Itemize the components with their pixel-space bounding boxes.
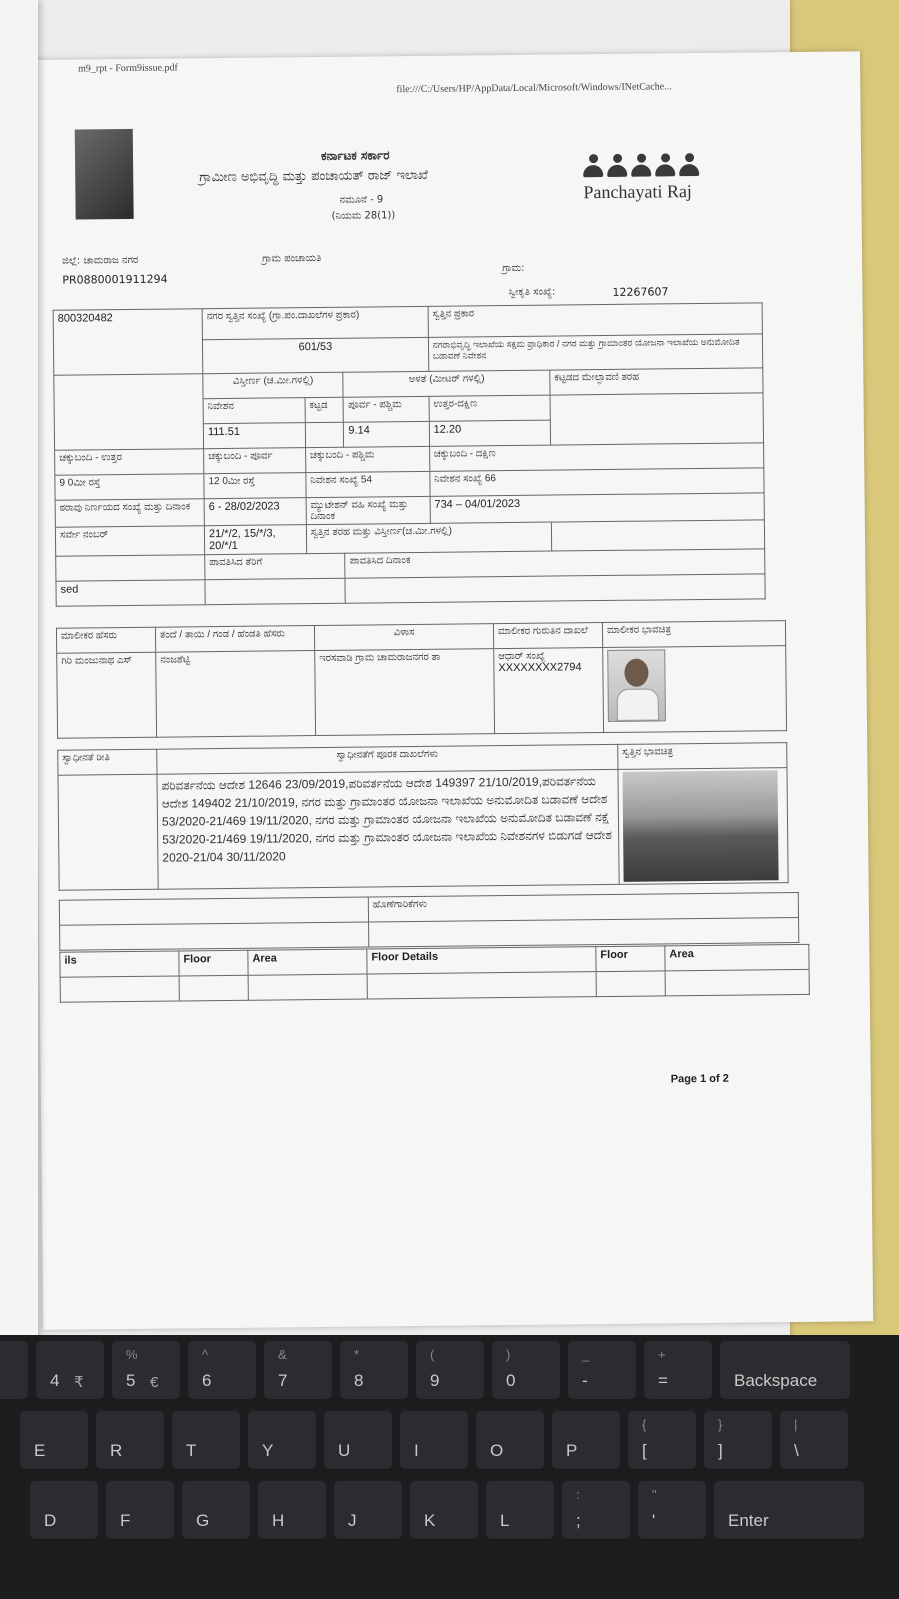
ack-label: ಸ್ವೀಕೃತಿ ಸಂಖ್ಯೆ:	[508, 286, 556, 299]
acquisition-table	[57, 742, 788, 891]
south-value: ನಿವೇಶನ ಸಂಖ್ಯೆ 66	[430, 468, 765, 496]
col-floor: Floor	[179, 950, 248, 976]
key-e[interactable]: E	[20, 1411, 88, 1471]
property-type-label: ಸ್ವತ್ತಿನ ಪ್ರಕಾರ	[428, 303, 763, 338]
dept-title: ಗ್ರಾಮೀಣ ಅಭಿವೃದ್ಧಿ ಮತ್ತು ಪಂಚಾಯತ್ ರಾಜ್ ಇಲಾಖೆ	[199, 167, 428, 186]
col-area-2: Area	[665, 944, 809, 971]
resolution-value: 6 - 28/02/2023	[204, 498, 306, 526]
property-details-table	[53, 302, 766, 606]
west-label: ಚಕ್ಕುಬಂದಿ - ಪಶ್ಚಿಮ	[305, 446, 429, 472]
key-l[interactable]: L	[486, 1481, 554, 1541]
north-label: ಚಕ್ಕುಬಂದಿ - ಉತ್ತರ	[55, 449, 204, 476]
ns-label: ಉತ್ತರ-ದಕ್ಷಿಣ	[429, 395, 551, 421]
col-area: Area	[248, 949, 367, 975]
key-k[interactable]: K	[410, 1481, 478, 1541]
key-t[interactable]: T	[172, 1411, 240, 1471]
brand-name: Panchayati Raj	[583, 181, 692, 203]
pdf-filename: m9_rpt - Form9issue.pdf	[78, 62, 178, 75]
owner-photo-cell	[603, 646, 787, 733]
tax-date-value	[345, 574, 765, 603]
site-area: 111.51	[203, 423, 305, 449]
panchayati-raj-logo	[583, 153, 700, 203]
key-r[interactable]: R	[96, 1411, 164, 1471]
key-9[interactable]: + =	[644, 1341, 712, 1401]
page-number: Page 1 of 2	[670, 1072, 729, 1086]
key-i[interactable]: I	[400, 1411, 468, 1471]
aadhaar-number: XXXXXXXX2794	[498, 661, 582, 675]
karnataka-emblem-logo	[75, 129, 134, 220]
aadhaar-label: ಆಧಾರ್ ಸಂಖ್ಯೆ	[498, 650, 546, 663]
gp-line: ಗ್ರಾಮ ಪಂಚಾಯತಿ	[262, 252, 322, 265]
laptop-keyboard	[0, 1335, 899, 1599]
key-enter[interactable]: Enter	[714, 1481, 864, 1541]
ack-number: 12267607	[612, 285, 669, 299]
dimension-label: ವಿಸ್ತೀರ್ಣ (ಚ.ಮೀ.ಗಳಲ್ಲಿ)	[203, 372, 344, 398]
key-8[interactable]: _ -	[568, 1341, 636, 1401]
building-area	[305, 422, 344, 447]
tax-value	[205, 578, 346, 604]
mutation-value: 734 – 04/01/2023	[430, 493, 765, 523]
east-value: 12 0ಮೀ ರಸ್ತೆ	[204, 473, 306, 499]
father-name: ನಂಜಶೆಟ್ಟಿ	[156, 651, 316, 738]
key-bracket-0[interactable]: { [	[628, 1411, 696, 1471]
file-path: file:///C:/Users/HP/AppData/Local/Microsoft/Windows/INetCache...	[396, 81, 672, 96]
key-0[interactable]	[0, 1341, 28, 1401]
floor-table	[59, 944, 809, 1003]
col-details: ils	[60, 951, 179, 977]
property-id: PR0880001911294	[62, 272, 168, 287]
address-label: ವಿಳಾಸ	[314, 624, 493, 651]
key-bracket-1[interactable]: } ]	[704, 1411, 772, 1471]
liabilities-label: ಹೊಣೆಗಾರಿಕೆಗಳು	[368, 893, 798, 923]
owner-ref-cell	[53, 309, 203, 376]
key-7[interactable]: ) 0	[492, 1341, 560, 1401]
property-no: 601/53	[202, 338, 428, 374]
owner-name-label: ಮಾಲೀಕರ ಹೆಸರು	[56, 627, 155, 653]
people-icon	[583, 153, 699, 178]
key-backspace[interactable]: Backspace	[720, 1341, 850, 1401]
blank-cell	[59, 897, 368, 925]
owner-address: ಇರಸವಾಡಿ ಗ್ರಾಮ ಚಾಮರಾಜನಗರ ತಾ	[315, 649, 495, 736]
east-label: ಚಕ್ಕುಬಂದಿ - ಪೂರ್ವ	[204, 448, 306, 474]
key-o[interactable]: O	[476, 1411, 544, 1471]
acq-mode-label: ಸ್ವಾಧೀನತೆ ರೀತಿ	[58, 749, 157, 775]
key-d[interactable]: D	[30, 1481, 98, 1541]
ew-value: 9.14	[344, 421, 430, 447]
govt-title: ಕರ್ನಾಟಕ ಸರ್ಕಾರ	[320, 148, 390, 163]
aadhaar-cell	[494, 648, 604, 734]
west-value: ನಿವೇಶನ ಸಂಖ್ಯೆ 54	[306, 471, 430, 497]
key-1[interactable]: 4 ₹	[36, 1341, 104, 1401]
liabilities-table	[59, 892, 799, 951]
key-4[interactable]: & 7	[264, 1341, 332, 1401]
col-floor-details: Floor Details	[367, 947, 596, 974]
key-f[interactable]: F	[106, 1481, 174, 1541]
ns-value: 12.20	[429, 420, 551, 446]
survey-value: 21/*/2, 15/*/3, 20/*/1	[204, 525, 306, 555]
survey-label: ಸರ್ವೇ ನಂಬರ್	[55, 526, 204, 557]
id-doc-label: ಮಾಲೀಕರ ಗುರುತಿನ ದಾಖಲೆ	[493, 623, 602, 649]
site-label: ನಿವೇಶನ	[203, 398, 305, 424]
owner-ref: 800320482	[57, 312, 113, 325]
form-number: ನಮೂನೆ - 9	[339, 194, 384, 206]
acq-docs-label: ಸ್ವಾಧೀನತೆಗೆ ಪೂರಕ ದಾಖಲೆಗಳು	[157, 744, 618, 774]
property-photo	[622, 770, 778, 882]
left-paper-edge	[0, 0, 38, 1380]
key-bracket-2[interactable]: | \	[780, 1411, 848, 1471]
property-area-value	[551, 520, 764, 551]
key-y[interactable]: Y	[248, 1411, 316, 1471]
blank-cell	[60, 922, 369, 950]
south-label: ಚಕ್ಕುಬಂದಿ - ದಕ್ಷಿಣ	[429, 443, 764, 471]
liabilities-value	[369, 917, 799, 947]
key-g[interactable]: G	[182, 1481, 250, 1541]
owner-photo-label: ಮಾಲೀಕರ ಭಾವಚಿತ್ರ	[602, 621, 785, 648]
key-punct-0[interactable]: : ;	[562, 1481, 630, 1541]
key-6[interactable]: ( 9	[416, 1341, 484, 1401]
owner-name: ಗಿರಿ ಮಂಜುನಾಥ ಎಸ್	[57, 652, 157, 738]
property-photo-label: ಸ್ವತ್ತಿನ ಭಾವಚಿತ್ರ	[618, 743, 787, 770]
building-label: ಕಟ್ಟಡ	[305, 397, 344, 422]
north-value: 9 0ಮೀ ರಸ್ತೆ	[55, 474, 204, 501]
owner-photo	[607, 649, 666, 722]
key-punct-1[interactable]: " '	[638, 1481, 706, 1541]
acq-docs-text: ಪರಿವರ್ತನೆಯ ಆದೇಶ 12646 23/09/2019,ಪರಿವರ್ತನೆಯ ಆದೇಶ 149397 21/10/2019,ಪರಿವರ್ತನೆಯ ಆದೇಶ 149402 21/10/2019, ನಗರ ಮತ್ತು ಗ್ರಾಮಾಂತರ ಯೋಜನಾ ಇಲಾಖೆಯ ಅನುಮೋದಿತ ಬಡಾವಣೆ ಆದೇಶ 53/2020-21/469 19/11/2020, ನಗರ ಮತ್ತು ಗ್ರಾಮಾಂತರ ಯೋಜನಾ ಇಲಾಖೆಯ ಅನುಮೋದಿತ ಬಡಾವಣೆ ನಕ್ಷೆ 53/2020-21/469 19/11/2020, ನಗರ ಮತ್ತು ಗ್ರಾಮಾಂತರ ಯೋಜನಾ ಇಲಾಖೆಯ ನಿವೇಶನಗಳ ಬಿಡುಗಡೆ ಆದೇಶ 2020-21/04 30/11/2020	[157, 769, 619, 889]
sed-text: sed	[56, 580, 205, 607]
property-area-label: ಸ್ವತ್ತಿನ ತರಹ ಮತ್ತು ವಿಸ್ತೀರ್ಣ(ಚ.ಮೀ.ಗಳಲ್ಲಿ)	[306, 522, 552, 554]
blank-cell	[54, 374, 204, 451]
ew-label: ಪೂರ್ವ - ಪಶ್ಚಿಮ	[344, 396, 430, 422]
approval-note: ನಗರಾಭಿವೃದ್ಧಿ ಇಲಾಖೆಯ ಸಕ್ಷಮ ಪ್ರಾಧಿಕಾರ / ನಗರ ಮತ್ತು ಗ್ರಾಮಾಂತರ ಯೋಜನಾ ಇಲಾಖೆಯ ಅನುಮೋದಿತ ಬಡಾವಣೆ ನಿವೇಶನ	[428, 334, 763, 371]
key-p[interactable]: P	[552, 1411, 620, 1471]
form-rule: (ನಿಯಮ 28(1))	[331, 210, 396, 222]
owner-table	[56, 620, 787, 739]
mutation-label: ಮ್ಯುಟೇಶನ್ ವಹಿ ಸಂಖ್ಯೆ ಮತ್ತು ದಿನಾಂಕ	[306, 496, 430, 524]
blank-cell	[56, 555, 205, 582]
document-page	[30, 51, 873, 1330]
building-type-label: ಕಟ್ಟಡದ ಮೇಲ್ಛಾವಣಿ ತರಹ	[550, 368, 763, 395]
building-type-value	[550, 393, 763, 445]
col-floor-2: Floor	[596, 946, 665, 972]
district-line: ಜಿಲ್ಲೆ: ಚಾಮರಾಜ ನಗರ	[62, 254, 139, 267]
key-j[interactable]: J	[334, 1481, 402, 1541]
tax-date-label: ಪಾವತಿಸಿದ ದಿನಾಂಕ	[345, 549, 765, 578]
key-u[interactable]: U	[324, 1411, 392, 1471]
tax-label: ಪಾವತಿಸಿದ ತೆರಿಗೆ	[205, 553, 346, 579]
key-2[interactable]: % 5 €	[112, 1341, 180, 1401]
size-label: ಅಳತೆ (ಮೀಟರ್ ಗಳಲ್ಲಿ)	[343, 370, 550, 397]
property-photo-cell	[618, 768, 788, 885]
father-label: ತಂದೆ / ತಾಯಿ / ಗಂಡ / ಹೆಂಡತಿ ಹೆಸರು	[155, 626, 314, 653]
property-no-label: ನಗರ ಸ್ವತ್ತಿನ ಸಂಖ್ಯೆ (ಗ್ರಾ.ಪಂ.ದಾಖಲೆಗಳ ಪ್ರಕಾರ)	[202, 306, 428, 340]
key-3[interactable]: ^ 6	[188, 1341, 256, 1401]
acq-mode-value	[58, 774, 158, 890]
key-h[interactable]: H	[258, 1481, 326, 1541]
resolution-label: ಠರಾವು ನಿರ್ಣಯದ ಸಂಖ್ಯೆ ಮತ್ತು ದಿನಾಂಕ	[55, 499, 204, 528]
village-line: ಗ್ರಾಮ:	[502, 262, 525, 275]
key-5[interactable]: * 8	[340, 1341, 408, 1401]
